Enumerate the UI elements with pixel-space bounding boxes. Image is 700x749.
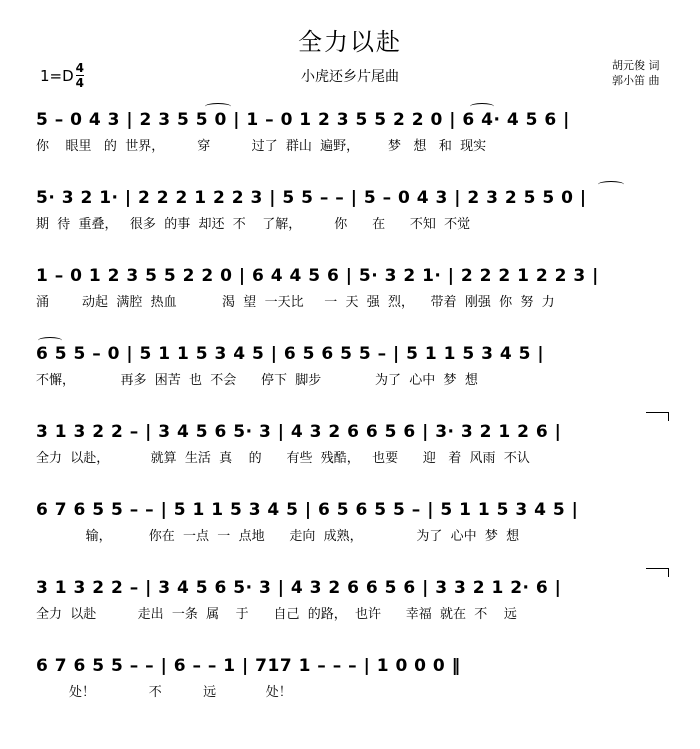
time-signature-bottom: 4: [75, 76, 85, 90]
lyrics-line: 全力 以赴 走出 一条 属 于 自己 的路， 也许 幸福 就在 不 远: [36, 607, 517, 622]
volta-bracket: [646, 412, 669, 421]
tie-mark: [38, 337, 62, 344]
notation-line: 6 5 5 – 0 | 5 1 1 5 3 4 5 | 6 5 6 5 5 – | 5 1 1 5 3 4 5 |: [36, 344, 545, 364]
lyrics-line: 处！ 不 远 处！: [36, 685, 292, 700]
score-line-7: [0, 578, 700, 658]
score-line-2: [0, 188, 700, 268]
lyrics-line: 全力 以赴， 就算 生活 真 的 有些 残酷， 也要 迎 着 风雨 不认: [36, 451, 530, 466]
lyrics-line: 不懈， 再多 困苦 也 不会 停下 脚步 为了 心中 梦 想: [36, 373, 478, 388]
score-line-4: [0, 344, 700, 424]
lyrics-line: 涌 动起 满腔 热血 渴 望 一天比 一 天 强 烈， 带着 刚强 你 努 力: [36, 295, 555, 310]
credits: [612, 58, 660, 88]
tie-mark: [205, 103, 231, 110]
score-line-3: [0, 266, 700, 346]
volta-bracket: [646, 568, 669, 577]
notation-line: 3 1 3 2 2 – | 3 4 5 6 5· 3 | 4 3 2 6 6 5 6 | 3 3 2 1 2· 6 |: [36, 578, 562, 598]
score-line-6: [0, 500, 700, 580]
time-signature-top: 4: [75, 61, 85, 75]
score-line-1: [0, 110, 700, 190]
score-line-8: [0, 656, 700, 736]
notation-line: 1 – 0 1 2 3 5 5 2 2 0 | 6 4 4 5 6 | 5· 3 2 1· | 2 2 2 1 2 2 3 |: [36, 266, 599, 286]
lyrics-line: 你 眼里 的 世界， 穿 过了 群山 遍野， 梦 想 和 现实: [36, 139, 487, 154]
composer-credit: 郭小笛 曲: [612, 74, 660, 87]
notation-line: 5 – 0 4 3 | 2 3 5 5 0 | 1 – 0 1 2 3 5 5 2 2 0 | 6 4· 4 5 6 |: [36, 110, 570, 130]
notation-line: 6 7 6 5 5 – – | 5 1 1 5 3 4 5 | 6 5 6 5 5 – | 5 1 1 5 3 4 5 |: [36, 500, 579, 520]
notation-line: 3 1 3 2 2 – | 3 4 5 6 5· 3 | 4 3 2 6 6 5 6 | 3· 3 2 1 2 6 |: [36, 422, 562, 442]
notation-line: 6 7 6 5 5 – – | 6 – – 1 | 717 1 – – – | 1 0 0 0 ‖: [36, 656, 461, 676]
key-label: 1=D: [40, 66, 74, 85]
lyrics-line: 输， 你在 一点 一 点地 走向 成熟， 为了 心中 梦 想: [36, 529, 520, 544]
notation-line: 5· 3 2 1· | 2 2 2 1 2 2 3 | 5 5 – – | 5 – 0 4 3 | 2 3 2 5 5 0 |: [36, 188, 587, 208]
song-subtitle: 小虎还乡片尾曲: [301, 69, 399, 85]
lyrics-line: 期 待 重叠， 很多 的事 却还 不 了解， 你 在 不知 不觉: [36, 217, 471, 232]
lyricist-credit: 胡元俊 词: [612, 59, 660, 72]
song-title: 全力以赴: [298, 28, 402, 56]
score-line-5: [0, 422, 700, 502]
tie-mark: [598, 181, 624, 188]
tie-mark: [470, 103, 494, 110]
